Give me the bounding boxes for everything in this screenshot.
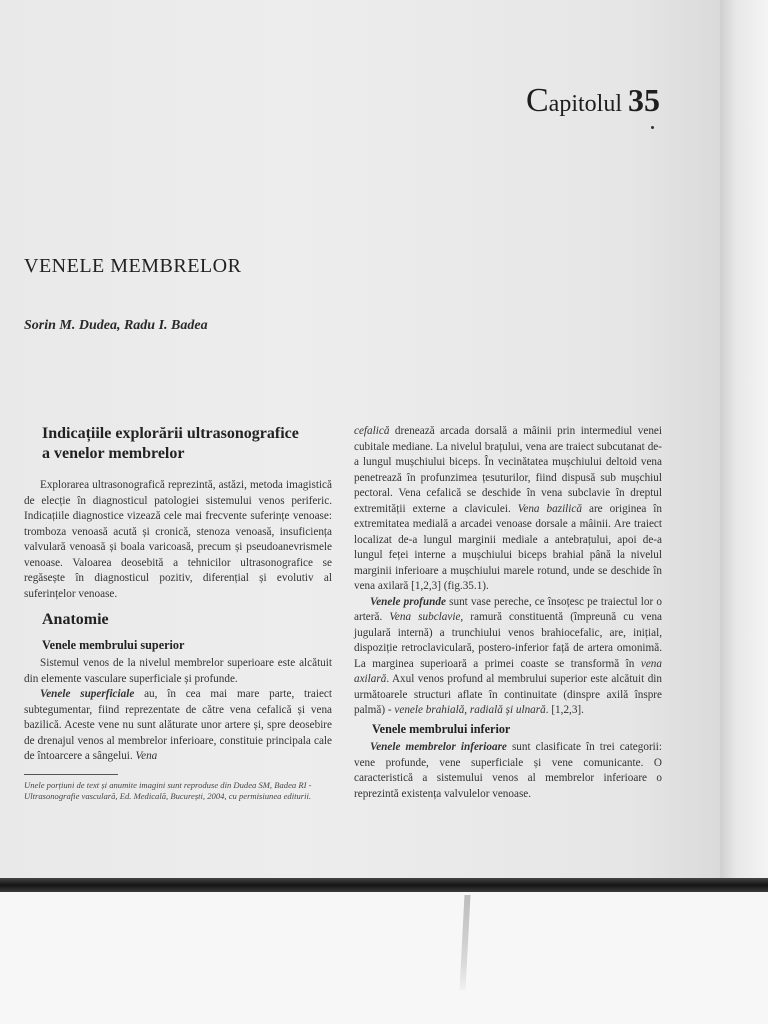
upper-paragraph-2-tail: Vena [135,750,158,762]
lower-limb-heading: Venele membrului inferior [372,721,511,736]
deep-veins-text-a: sunt vase pereche, ce însoțesc pe traiectul lor o arteră. [354,595,662,623]
cephalic-term: cefalică [354,425,390,437]
brachial-radial-ulnar-term: venele brahială, radială și ulnară [394,704,546,716]
axillary-term: vena axilară [354,657,662,685]
section-heading-line-1: Indicațiile explorării ultrasonografice [42,425,299,442]
footnote-divider [24,774,118,775]
authors-line: Sorin M. Dudea, Radu I. Badea [24,318,208,333]
superficial-veins-term: Venele superficiale [40,688,135,700]
section-heading-indications [42,424,332,464]
lower-limb-paragraph [354,740,662,802]
chapter-initial: C [525,82,549,119]
deep-veins-text-c: . Axul venos profund al membrului superior este alcătuit din următoarele structuri aflate în continuitate (dinspre axilă înspre palmă) - [354,673,662,716]
chapter-word: apitolul [548,91,622,117]
basilic-text: are originea în extremitatea medială a arcadei venoase dorsale a mâinii. Are traiect localizat de-a lungul marginii mediale a antebrațului, apoi de-a lungul feței interne a mușchiului biceps brahial până la nivelul marginii inferioare a mușchiului marele rotund, unde se deschide în vena axilară [1,2,3] (fig.35.1). [354,502,663,592]
section-heading-line-2: a venelor membrelor [42,445,185,462]
chapter-heading [526,82,660,120]
lower-limb-veins-term: Venele membrelor inferioare [370,741,507,753]
anatomy-heading: Anatomie [42,611,109,628]
page-gutter [720,0,768,884]
subclavian-term: Vena subclavie, [389,611,464,623]
cephalic-text: drenează arcada dorsală a mâinii prin intermediul venei cubitale mediane. La nivelul brațului, vena are traiect subcutanat de-a lungul mușchiului biceps. În vecinătatea mușchiului deltoid vena penetrează în profunzimea țesuturilor, fiind dispusă sub mușchiul pectoral. Vena cefalică se deschide în vena subclavie în dreptul extremității externe a claviculei. [354,425,662,515]
upper-limb-heading: Venele membrului superior [42,637,185,652]
upper-paragraph-2-text: au, în cea mai mare parte, traiect subtegumentar, fiind reprezentate de către vena cefalică și vena bazilică. Aceste vene nu sunt alăturate unor artere și, spre deosebire de drenajul venos al membrelor inferioare, constituie principala cale de întoarcere a sângelui. [24,688,332,762]
page-bottom-edge [0,878,768,892]
upper-paragraph-2 [24,687,332,765]
lower-limb-text: sunt clasificate în trei categorii: vene profunde, vene superficiale și vene comunicante. O caracteristică a sistemului venos al membrelor inferioare o reprezintă existența valvulelor venoase. [354,741,663,800]
cephalic-basilic-paragraph [354,424,662,595]
deep-veins-text-d: . [1,2,3]. [545,704,584,716]
right-column [354,424,662,802]
basilic-term: Vena bazilică [517,502,582,515]
footnote: Unele porțiuni de text și anumite imagini sunt reproduse din Dudea SM, Badea RI - Ultrasonografie vasculară, Ed. Medicală, București, 2004, cu permisiunea editurii. [24,779,312,801]
chapter-number: 35 [628,82,660,118]
deep-veins-text-b: ramură constituentă (împreună cu vena jugulară internă) a trunchiului venos brahiocefalic, are, inițial, dispoziție retroclaviculară, postero-inferior față de artera omonimă. La marginea superioară a primei coaste se transformă în [354,611,662,670]
deep-veins-paragraph [354,595,662,719]
upper-paragraph-1: Sistemul venos de la nivelul membrelor superioare este alcătuit din elemente vasculare superficiale și profunde. [24,657,332,685]
scan-background [0,892,768,1024]
deep-veins-term: Venele profunde [370,595,446,608]
page-title: VENELE MEMBRELOR [24,255,242,277]
intro-paragraph: Explorarea ultrasonografică reprezintă, astăzi, metoda imagistică de elecție în diagnosticul patologiei sistemului venos periferic. Indicațiile diagnostice vizează cele mai frecvente suferințe venoase: tromboza venoasă acută și cronică, stenoza venoasă, insuficiența valvulară venoasă și boala varicoasă, precum și pseudoanevrismele venoase. Valoarea deosebită a tehnicilor ultrasonografice se regăsește în diagnosticul pozitiv, diferențial și evolutiv al suferințelor venoase. [24,479,332,600]
chapter-dot-mark [651,126,654,129]
left-column [24,424,332,802]
